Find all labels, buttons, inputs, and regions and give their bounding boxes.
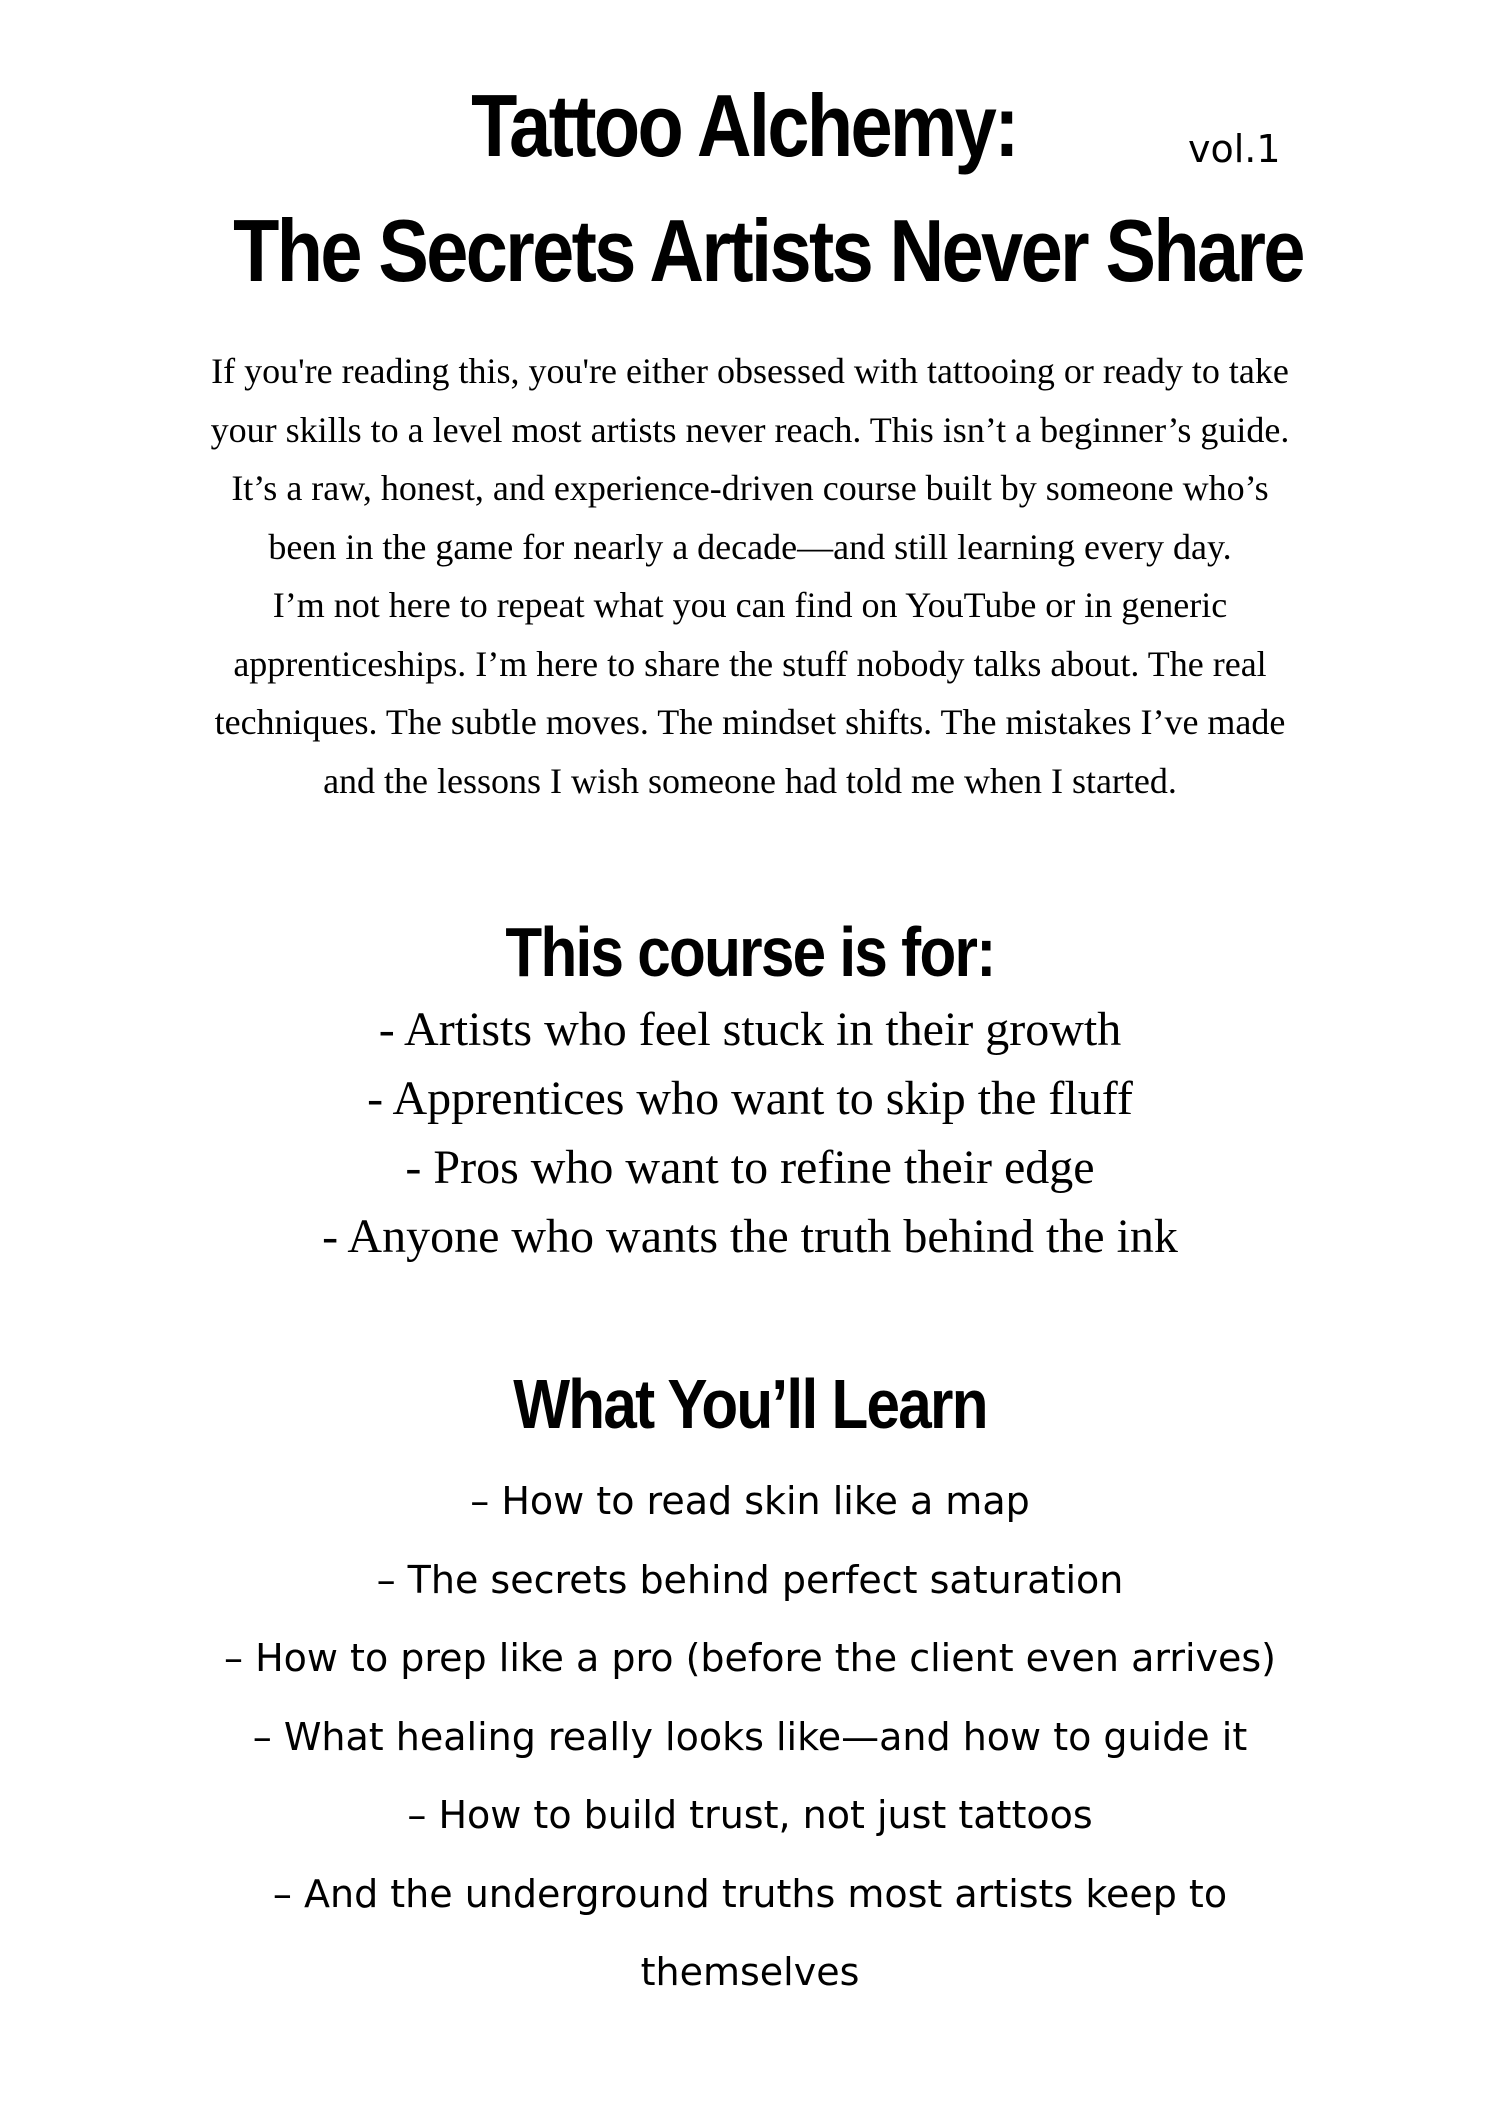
learn-list — [0, 1462, 1500, 2012]
intro-line: If you're reading this, you're either obsessed with tattooing or ready to take — [211, 351, 1289, 391]
intro-paragraph — [60, 342, 1440, 810]
learn-item: – How to read skin like a map — [470, 1479, 1030, 1523]
learn-item: – The secrets behind perfect saturation — [376, 1557, 1124, 1602]
learn-item: – How to build trust, not just tattoos — [407, 1793, 1093, 1837]
course-for-heading: This course is for: — [505, 913, 995, 991]
intro-line: your skills to a level most artists never reach. This isn’t a beginner’s guide. — [210, 409, 1290, 450]
title-line-1: Tattoo Alchemy: — [471, 76, 1017, 175]
learn-heading: What You’ll Learn — [513, 1365, 987, 1443]
audience-item: - Artists who feel stuck in their growth — [378, 1003, 1122, 1056]
title-line-2: The Secrets Artists Never Share — [233, 201, 1303, 300]
intro-line: and the lessons I wish someone had told me when I started. — [323, 760, 1177, 801]
intro-line: been in the game for nearly a decade—and still learning every day. — [268, 526, 1232, 567]
audience-item: - Pros who want to refine their edge — [405, 1141, 1095, 1194]
audience-list — [0, 995, 1500, 1271]
learn-item: – And the underground truths most artists keep to — [272, 1871, 1228, 1916]
learn-item: themselves — [640, 1950, 860, 1994]
intro-line: techniques. The subtle moves. The mindset shifts. The mistakes I’ve made — [214, 702, 1286, 742]
intro-line: apprenticeships. I’m here to share the stuff nobody talks about. The real — [233, 643, 1267, 684]
audience-item: - Apprentices who want to skip the fluff — [367, 1072, 1133, 1125]
intro-line: It’s a raw, honest, and experience-driven course built by someone who’s — [231, 468, 1269, 508]
volume-label: vol.1 — [1188, 127, 1281, 171]
intro-line: I’m not here to repeat what you can find on YouTube or in generic — [272, 585, 1228, 625]
audience-item: - Anyone who wants the truth behind the ink — [322, 1210, 1178, 1263]
learn-item: – What healing really looks like—and how to guide it — [252, 1714, 1248, 1759]
learn-item: – How to prep like a pro (before the client even arrives) — [223, 1636, 1276, 1680]
